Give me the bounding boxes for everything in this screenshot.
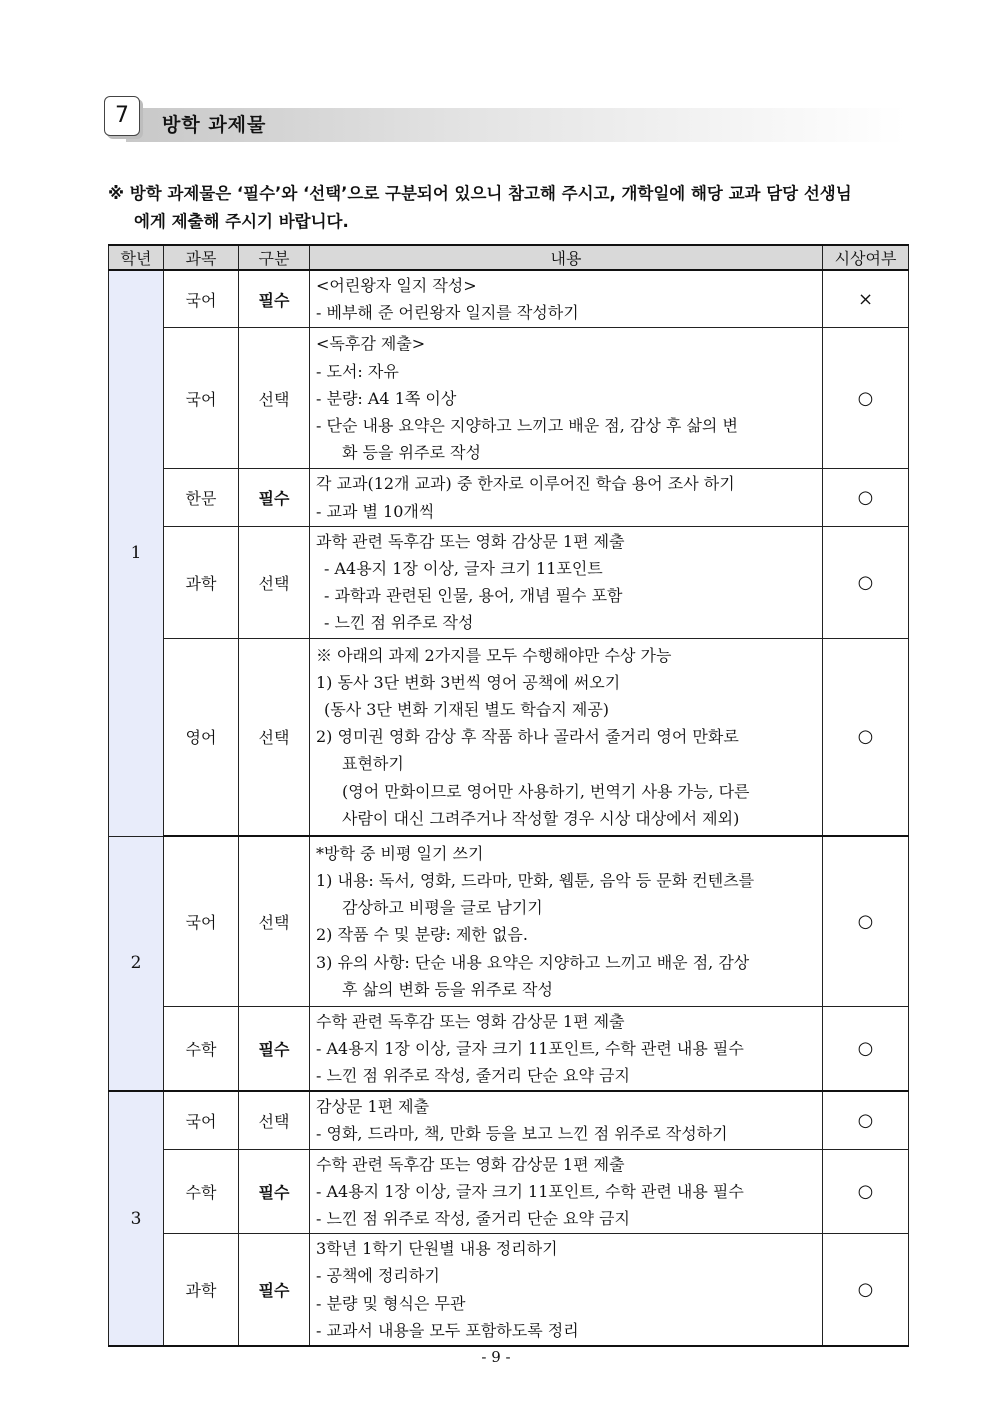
content-line: 화 등을 위주로 작성	[342, 443, 481, 463]
subject-cell: 과학	[164, 526, 239, 638]
subject-cell: 영어	[164, 638, 239, 836]
table-row	[109, 1149, 909, 1234]
award-cell: ○	[823, 1091, 909, 1149]
award-cell: ○	[823, 638, 909, 836]
table-row	[109, 469, 909, 526]
table-row	[109, 328, 909, 469]
subject-cell: 국어	[164, 1091, 239, 1149]
content-line: 2) 영미권 영화 감상 후 작품 하나 골라서 줄거리 영어 만화로	[316, 727, 739, 747]
award-cell: ○	[823, 526, 909, 638]
content-cell	[310, 328, 823, 469]
content-line: 3학년 1학기 단원별 내용 정리하기	[316, 1239, 558, 1259]
content-line: 감상문 1편 제출	[316, 1097, 430, 1117]
content-line: 표현하기	[342, 754, 404, 774]
content-line: - 영화, 드라마, 책, 만화 등을 보고 느낀 점 위주로 작성하기	[316, 1124, 728, 1144]
content-line: - 단순 내용 요약은 지양하고 느끼고 배운 점, 감상 후 삶의 변	[316, 416, 738, 435]
content-line: 각 교과(12개 교과) 중 한자로 이루어진 학습 용어 조사 하기	[316, 474, 735, 494]
table-row	[109, 1091, 909, 1149]
grade-cell: 1	[109, 270, 164, 836]
content-line: 사람이 대신 그려주거나 작성할 경우 시상 대상에서 제외)	[342, 808, 740, 828]
content-line: *방학 중 비평 일기 쓰기	[316, 843, 484, 863]
content-line: - A4용지 1장 이상, 글자 크기 11포인트, 수학 관련 내용 필수	[316, 1181, 744, 1201]
type-cell: 필수	[239, 1234, 310, 1346]
grade-cell: 2	[109, 836, 164, 1091]
table-row	[109, 638, 909, 836]
table-row	[109, 836, 909, 1006]
content-line: - 공책에 정리하기	[316, 1266, 440, 1286]
subject-cell: 국어	[164, 328, 239, 469]
content-cell	[310, 1149, 823, 1234]
content-line: 1) 내용: 독서, 영화, 드라마, 만화, 웹툰, 음악 등 문화 컨텐츠를	[316, 870, 755, 890]
section-number: 7	[104, 96, 140, 136]
notice-line-2: 에게 제출해 주시기 바랍니다.	[134, 212, 349, 231]
content-line: - 느낀 점 위주로 작성, 줄거리 단순 요약 금지	[316, 1066, 630, 1086]
type-cell: 필수	[239, 469, 310, 526]
table-row	[109, 1234, 909, 1346]
content-line: - 느낀 점 위주로 작성, 줄거리 단순 요약 금지	[316, 1209, 630, 1229]
award-cell: ○	[823, 1234, 909, 1346]
notice-text	[108, 180, 908, 236]
content-line: 후 삶의 변화 등을 위주로 작성	[342, 979, 553, 999]
award-cell: ○	[823, 469, 909, 526]
header-grade: 학년	[109, 245, 164, 270]
content-line: - 교과 별 10개씩	[316, 501, 435, 521]
subject-cell: 수학	[164, 1149, 239, 1234]
content-line: - A4용지 1장 이상, 글자 크기 11포인트, 수학 관련 내용 필수	[316, 1038, 744, 1058]
header-type: 구분	[239, 245, 310, 270]
award-cell: ○	[823, 1006, 909, 1091]
table-row	[109, 1006, 909, 1091]
award-cell: ○	[823, 328, 909, 469]
type-cell: 필수	[239, 1149, 310, 1234]
content-line: - 느낀 점 위주로 작성	[324, 613, 474, 633]
type-cell: 필수	[239, 270, 310, 328]
subject-cell: 국어	[164, 270, 239, 328]
content-line: - 도서: 자유	[316, 361, 399, 381]
section-title: 방학 과제물	[162, 114, 267, 136]
assignment-table	[108, 244, 909, 1347]
award-cell: ○	[823, 836, 909, 1006]
type-cell: 선택	[239, 836, 310, 1006]
subject-cell: 한문	[164, 469, 239, 526]
content-line: 수학 관련 독후감 또는 영화 감상문 1편 제출	[316, 1154, 625, 1174]
content-cell	[310, 526, 823, 638]
award-cell: ×	[823, 270, 909, 328]
content-line: (영어 만화이므로 영어만 사용하기, 번역기 사용 가능, 다른	[342, 781, 750, 801]
subject-cell: 국어	[164, 836, 239, 1006]
content-line: - 베부해 준 어린왕자 일지를 작성하기	[316, 303, 579, 323]
content-line: - 분량: A4 1쪽 이상	[316, 388, 457, 408]
subject-cell: 과학	[164, 1234, 239, 1346]
content-line: 2) 작품 수 및 분량: 제한 없음.	[316, 925, 528, 945]
table-row	[109, 526, 909, 638]
notice-line-1: ※ 방학 과제물은 ‘필수’와 ‘선택’으로 구분되어 있으니 참고해 주시고, 개학일에 해당 교과 담당 선생님	[108, 184, 852, 203]
content-cell	[310, 270, 823, 328]
type-cell: 선택	[239, 526, 310, 638]
content-line: 과학 관련 독후감 또는 영화 감상문 1편 제출	[316, 531, 625, 551]
content-line: ※ 아래의 과제 2가지를 모두 수행해야만 수상 가능	[316, 645, 672, 665]
type-cell: 선택	[239, 638, 310, 836]
award-cell: ○	[823, 1149, 909, 1234]
table-header-row	[109, 245, 909, 270]
subject-cell: 수학	[164, 1006, 239, 1091]
content-line: <독후감 제출>	[316, 334, 426, 354]
content-line: 수학 관련 독후감 또는 영화 감상문 1편 제출	[316, 1011, 625, 1031]
content-line: <어린왕자 일지 작성>	[316, 276, 477, 295]
content-line: - 교과서 내용을 모두 포함하도록 정리	[316, 1320, 579, 1340]
header-award: 시상여부	[823, 245, 909, 270]
content-line: 1) 동사 3단 변화 3번씩 영어 공책에 써오기	[316, 672, 621, 692]
content-line: 3) 유의 사항: 단순 내용 요약은 지양하고 느끼고 배운 점, 감상	[316, 952, 750, 972]
content-cell	[310, 1234, 823, 1346]
table-row	[109, 270, 909, 328]
content-cell	[310, 1006, 823, 1091]
content-cell	[310, 469, 823, 526]
type-cell: 선택	[239, 328, 310, 469]
content-cell	[310, 1091, 823, 1149]
content-cell	[310, 638, 823, 836]
type-cell: 선택	[239, 1091, 310, 1149]
header-subject: 과목	[164, 245, 239, 270]
content-cell	[310, 836, 823, 1006]
content-line: - 분량 및 형식은 무관	[316, 1293, 466, 1313]
content-line: 감상하고 비평을 글로 남기기	[342, 898, 543, 918]
header-content: 내용	[310, 245, 823, 270]
section-header	[104, 96, 904, 144]
type-cell: 필수	[239, 1006, 310, 1091]
page-number: - 9 -	[481, 1348, 511, 1366]
content-line: - A4용지 1장 이상, 글자 크기 11포인트	[324, 559, 603, 579]
content-line: (동사 3단 변화 기재된 별도 학습지 제공)	[324, 700, 610, 720]
content-line: - 과학과 관련된 인물, 용어, 개념 필수 포함	[324, 586, 623, 606]
grade-cell: 3	[109, 1091, 164, 1346]
